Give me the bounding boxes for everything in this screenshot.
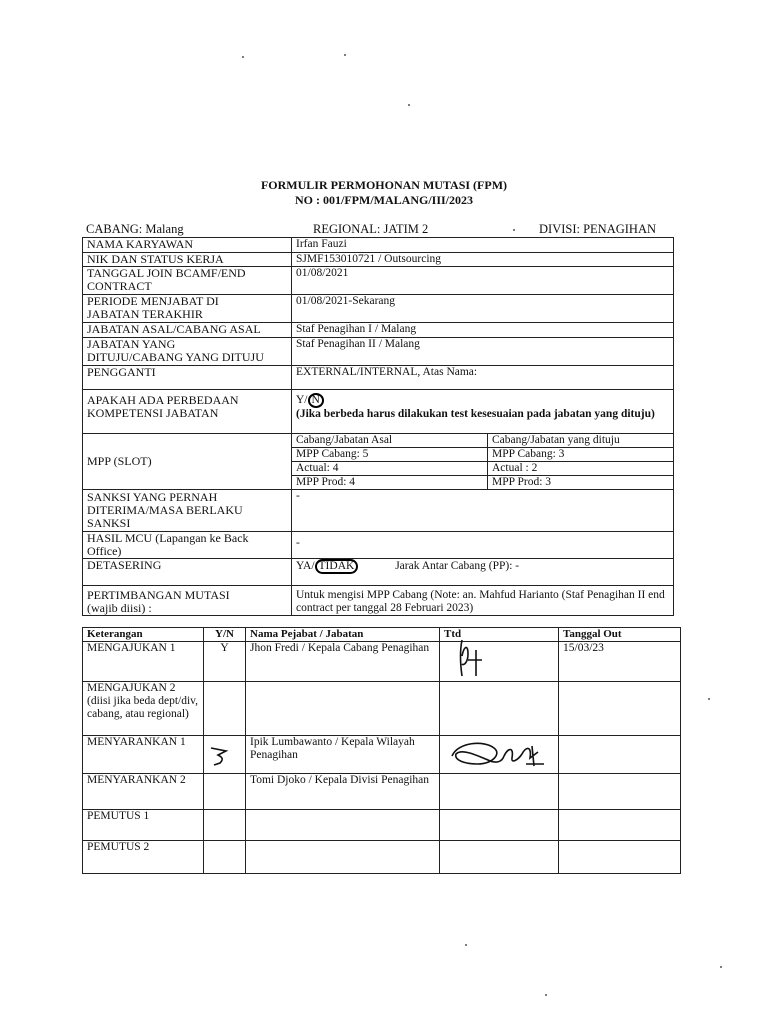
- nama-label: NAMA KARYAWAN: [83, 238, 292, 253]
- signature-menyarankan-1: [448, 738, 548, 772]
- scan-speck: [408, 104, 410, 106]
- asal-value: Staf Penagihan I / Malang: [292, 323, 674, 338]
- mutation-form-table: [82, 237, 674, 616]
- nama-value: Irfan Fauzi: [292, 238, 674, 253]
- mpp-asal-actual: Actual: 4: [292, 462, 488, 476]
- row-tanggal: [559, 682, 681, 736]
- detasering-label: DETASERING: [83, 559, 292, 586]
- pertimbangan-label: [83, 586, 292, 616]
- detasering-value: [292, 559, 674, 586]
- row-keterangan: MENGAJUKAN 2 (diisi jika beda dept/div, cabang, atau regional): [83, 682, 204, 736]
- row-keterangan: PEMUTUS 2: [83, 841, 204, 874]
- pertimbangan-label-line: PERTIMBANGAN MUTASI: [87, 588, 230, 602]
- periode-label: [83, 295, 292, 323]
- join-label: [83, 267, 292, 295]
- sanksi-label: [83, 490, 292, 532]
- scan-speck: [708, 698, 710, 700]
- dituju-value: Staf Penagihan II / Malang: [292, 338, 674, 366]
- kompetensi-yes-option: Y/: [296, 394, 308, 406]
- row-yn: [204, 841, 246, 874]
- form-row: [83, 586, 674, 616]
- mpp-asal-cabang: MPP Cabang: 5: [292, 448, 488, 462]
- mpp-dituju-actual: Actual : 2: [488, 462, 674, 476]
- form-row: [83, 532, 674, 559]
- pertimbangan-value: Untuk mengisi MPP Cabang (Note: an. Mahfud Harianto (Staf Penagihan II end contract per tanggal 28 Februari 2023): [292, 586, 674, 616]
- form-row: [83, 238, 674, 253]
- divisi-label: DIVISI: PENAGIHAN: [539, 222, 657, 236]
- form-row: [83, 434, 674, 448]
- kompetensi-value: [292, 390, 674, 434]
- regional-label: REGIONAL: JATIM 2: [313, 222, 429, 236]
- row-yn: [204, 682, 246, 736]
- table-row: [83, 736, 681, 774]
- form-row: [83, 253, 674, 267]
- row-ttd: [440, 810, 559, 841]
- mpp-asal-prod: MPP Prod: 4: [292, 476, 488, 490]
- mpp-dituju-prod: MPP Prod: 3: [488, 476, 674, 490]
- form-row: [83, 490, 674, 532]
- col-header-keterangan: Keterangan: [83, 628, 204, 642]
- periode-value: 01/08/2021-Sekarang: [292, 295, 674, 323]
- join-value: 01/08/2021: [292, 267, 674, 295]
- row-nama: Tomi Djoko / Kepala Divisi Penagihan: [246, 774, 440, 810]
- row-nama: Jhon Fredi / Kepala Cabang Penagihan: [246, 642, 440, 682]
- form-row: [83, 338, 674, 366]
- row-keterangan: MENYARANKAN 2: [83, 774, 204, 810]
- form-row: [83, 559, 674, 586]
- join-label-line: CONTRACT: [87, 279, 152, 293]
- signature-mengajukan-1: [454, 636, 490, 682]
- form-row: [83, 390, 674, 434]
- sanksi-label-line: DITERIMA/MASA BERLAKU: [87, 503, 243, 517]
- detasering-ya-option: YA/: [296, 560, 315, 572]
- row-keterangan: PEMUTUS 1: [83, 810, 204, 841]
- dituju-label-line: DITUJU/CABANG YANG DITUJU: [87, 350, 264, 364]
- row-ttd: [440, 841, 559, 874]
- kompetensi-label-line: KOMPETENSI JABATAN: [87, 406, 219, 420]
- table-row: [83, 774, 681, 810]
- scan-speck: [513, 229, 515, 231]
- pengganti-value: EXTERNAL/INTERNAL, Atas Nama:: [292, 366, 674, 390]
- mcu-value: -: [292, 532, 674, 559]
- table-row: [83, 682, 681, 736]
- yn-check-mark: [206, 741, 234, 769]
- row-tanggal: [559, 841, 681, 874]
- scan-speck: [344, 54, 346, 56]
- asal-label: JABATAN ASAL/CABANG ASAL: [83, 323, 292, 338]
- mcu-label-line: HASIL MCU (Lapangan ke Back: [87, 531, 249, 545]
- approval-header-row: [83, 628, 681, 642]
- row-nama: Ipik Lumbawanto / Kepala Wilayah Penagihan: [246, 736, 440, 774]
- row-ttd: [440, 774, 559, 810]
- mcu-label-line: Office): [87, 544, 122, 558]
- col-header-nama: Nama Pejabat / Jabatan: [246, 628, 440, 642]
- pertimbangan-label-line: (wajib diisi) :: [87, 601, 152, 615]
- kompetensi-label: [83, 390, 292, 434]
- pengganti-label: PENGGANTI: [83, 366, 292, 390]
- kompetensi-selected-circle: N: [308, 393, 324, 408]
- row-yn: [204, 774, 246, 810]
- mpp-label: MPP (SLOT): [83, 434, 292, 490]
- row-ttd: [440, 682, 559, 736]
- form-row: [83, 267, 674, 295]
- col-header-tanggal: Tanggal Out: [559, 628, 681, 642]
- sanksi-label-line: SANKSI YANG PERNAH: [87, 490, 218, 504]
- row-yn: [204, 810, 246, 841]
- row-tanggal: [559, 810, 681, 841]
- sanksi-value: -: [292, 490, 674, 532]
- row-nama: [246, 841, 440, 874]
- nik-value: SJMF153010721 / Outsourcing: [292, 253, 674, 267]
- scan-speck: [545, 994, 547, 996]
- detasering-jarak: Jarak Antar Cabang (PP): -: [395, 560, 520, 572]
- scan-speck: [242, 56, 244, 58]
- periode-label-line: JABATAN TERAKHIR: [87, 307, 203, 321]
- table-row: [83, 642, 681, 682]
- row-nama: [246, 682, 440, 736]
- row-keterangan: MENYARANKAN 1: [83, 736, 204, 774]
- form-row: [83, 323, 674, 338]
- approval-table: [82, 627, 681, 874]
- col-header-ttd: Ttd: [440, 628, 559, 642]
- form-number: NO : 001/FPM/MALANG/III/2023: [295, 193, 473, 207]
- cabang-label: CABANG: Malang: [86, 222, 184, 236]
- col-header-yn: Y/N: [204, 628, 246, 642]
- form-row: [83, 366, 674, 390]
- kompetensi-note: (Jika berbeda harus dilakukan test kesesuaian pada jabatan yang dituju): [296, 408, 655, 420]
- row-nama: [246, 810, 440, 841]
- mpp-col-asal: Cabang/Jabatan Asal: [292, 434, 488, 448]
- dituju-label: [83, 338, 292, 366]
- table-row: [83, 810, 681, 841]
- scan-speck: [465, 944, 467, 946]
- dituju-label-line: JABATAN YANG: [87, 337, 176, 351]
- sanksi-label-line: SANKSI: [87, 516, 131, 530]
- row-yn: Y: [204, 642, 246, 682]
- mpp-dituju-cabang: MPP Cabang: 3: [488, 448, 674, 462]
- row-tanggal: 15/03/23: [559, 642, 681, 682]
- scan-speck: [720, 966, 722, 968]
- kompetensi-label-line: APAKAH ADA PERBEDAAN: [87, 393, 239, 407]
- form-row: [83, 295, 674, 323]
- nik-label: NIK DAN STATUS KERJA: [83, 253, 292, 267]
- table-row: [83, 841, 681, 874]
- row-tanggal: [559, 774, 681, 810]
- join-label-line: TANGGAL JOIN BCAMF/END: [87, 266, 246, 280]
- mpp-col-dituju: Cabang/Jabatan yang dituju: [488, 434, 674, 448]
- form-title: FORMULIR PERMOHONAN MUTASI (FPM): [260, 178, 508, 192]
- detasering-selected-circle: TIDAK: [315, 559, 359, 574]
- mcu-label: [83, 532, 292, 559]
- periode-label-line: PERIODE MENJABAT DI: [87, 294, 219, 308]
- row-tanggal: [559, 736, 681, 774]
- row-keterangan: MENGAJUKAN 1: [83, 642, 204, 682]
